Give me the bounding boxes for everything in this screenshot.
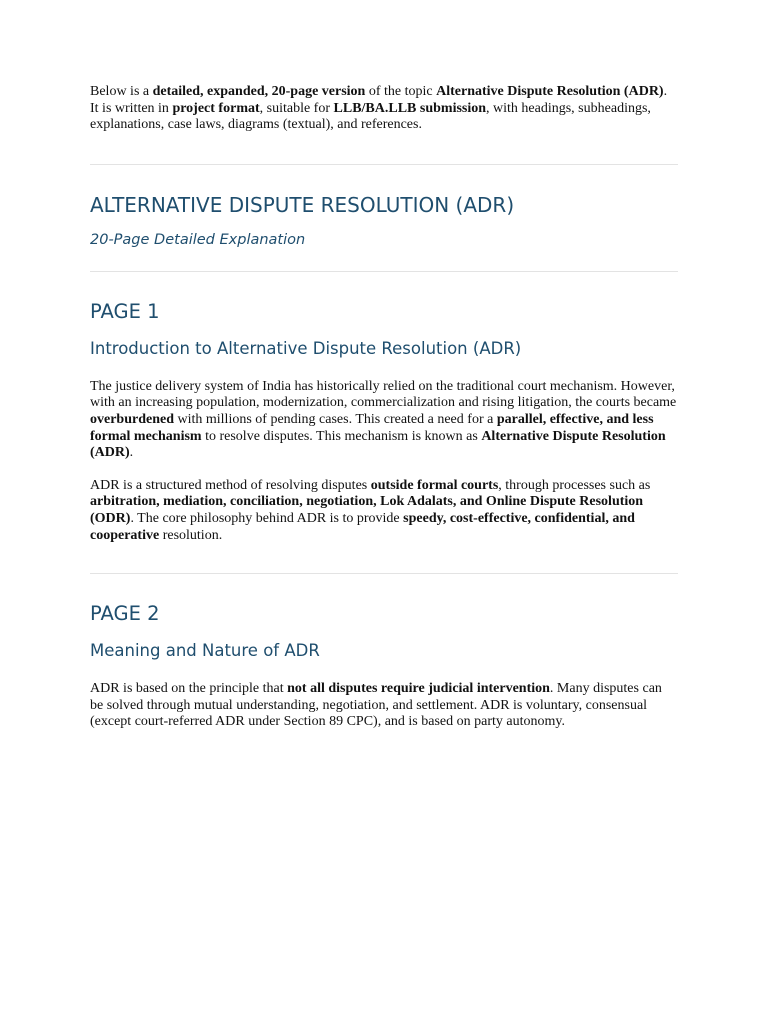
page-2-heading: Meaning and Nature of ADR bbox=[90, 641, 320, 661]
bold-text-run: detailed, expanded, 20-page version bbox=[152, 84, 366, 99]
bold-text-run: Alternative Dispute Resolution (ADR) bbox=[436, 84, 664, 99]
text-run: resolution. bbox=[159, 527, 223, 543]
page-1-label: PAGE 1 bbox=[90, 299, 160, 323]
document-title: ALTERNATIVE DISPUTE RESOLUTION (ADR) bbox=[90, 192, 515, 217]
page-2-paragraph-1 bbox=[90, 681, 678, 731]
text-run: ADR is based on the principle that bbox=[90, 681, 288, 697]
document-page bbox=[90, 84, 678, 731]
bold-text-run: overburdened bbox=[90, 411, 174, 427]
page-1-paragraph-1 bbox=[90, 379, 678, 462]
text-run: . bbox=[129, 445, 134, 461]
text-run: , with headings, subheadings, explanations, case laws, diagrams (textual), and references. bbox=[90, 100, 651, 133]
text-run: , through processes such as bbox=[498, 477, 651, 493]
bold-text-run: Alternative Dispute Resolution (ADR) bbox=[90, 428, 666, 461]
text-run: Below is a bbox=[90, 84, 153, 99]
bold-text-run: parallel, effective, and less formal mechanism bbox=[90, 411, 654, 444]
text-run: of the topic bbox=[365, 84, 437, 99]
text-run: with millions of pending cases. This created a need for a bbox=[174, 411, 497, 427]
text-run: . bbox=[663, 84, 668, 99]
intro-line-1 bbox=[90, 84, 678, 101]
bold-text-run: not all disputes require judicial intervention bbox=[287, 681, 550, 697]
page-1-paragraph-2 bbox=[90, 478, 678, 544]
bold-text-run: arbitration, mediation, conciliation, negotiation, Lok Adalats, and Online Dispute Resolution (ODR) bbox=[90, 494, 644, 526]
bold-text-run: project format bbox=[172, 100, 260, 116]
text-run: The justice delivery system of India has historically relied on the traditional court mechanism. However, with an increasing population, modernization, commercialization and rising litigation, the courts became bbox=[90, 378, 677, 411]
page-2-label: PAGE 2 bbox=[90, 602, 160, 626]
text-run: ADR is a structured method of resolving disputes bbox=[90, 477, 371, 493]
intro-line-2 bbox=[90, 101, 678, 134]
intro-block bbox=[90, 84, 678, 134]
text-run: , suitable for bbox=[259, 100, 334, 116]
document-subtitle: 20-Page Detailed Explanation bbox=[90, 231, 306, 248]
page-1-heading: Introduction to Alternative Dispute Resolution (ADR) bbox=[90, 338, 522, 358]
bold-text-run: LLB/BA.LLB submission bbox=[333, 100, 487, 116]
text-run: . Many disputes can be solved through mutual understanding, negotiation, and settlement. ADR is voluntary, consensual (except court-referred ADR under Section 89 CPC), and is based on party autonomy. bbox=[90, 681, 662, 730]
text-run: It is written in bbox=[90, 100, 173, 116]
bold-text-run: speedy, cost-effective, confidential, and cooperative bbox=[90, 510, 635, 543]
text-run: . The core philosophy behind ADR is to provide bbox=[130, 510, 404, 526]
text-run: to resolve disputes. This mechanism is known as bbox=[201, 428, 482, 444]
bold-text-run: outside formal courts bbox=[370, 477, 499, 493]
